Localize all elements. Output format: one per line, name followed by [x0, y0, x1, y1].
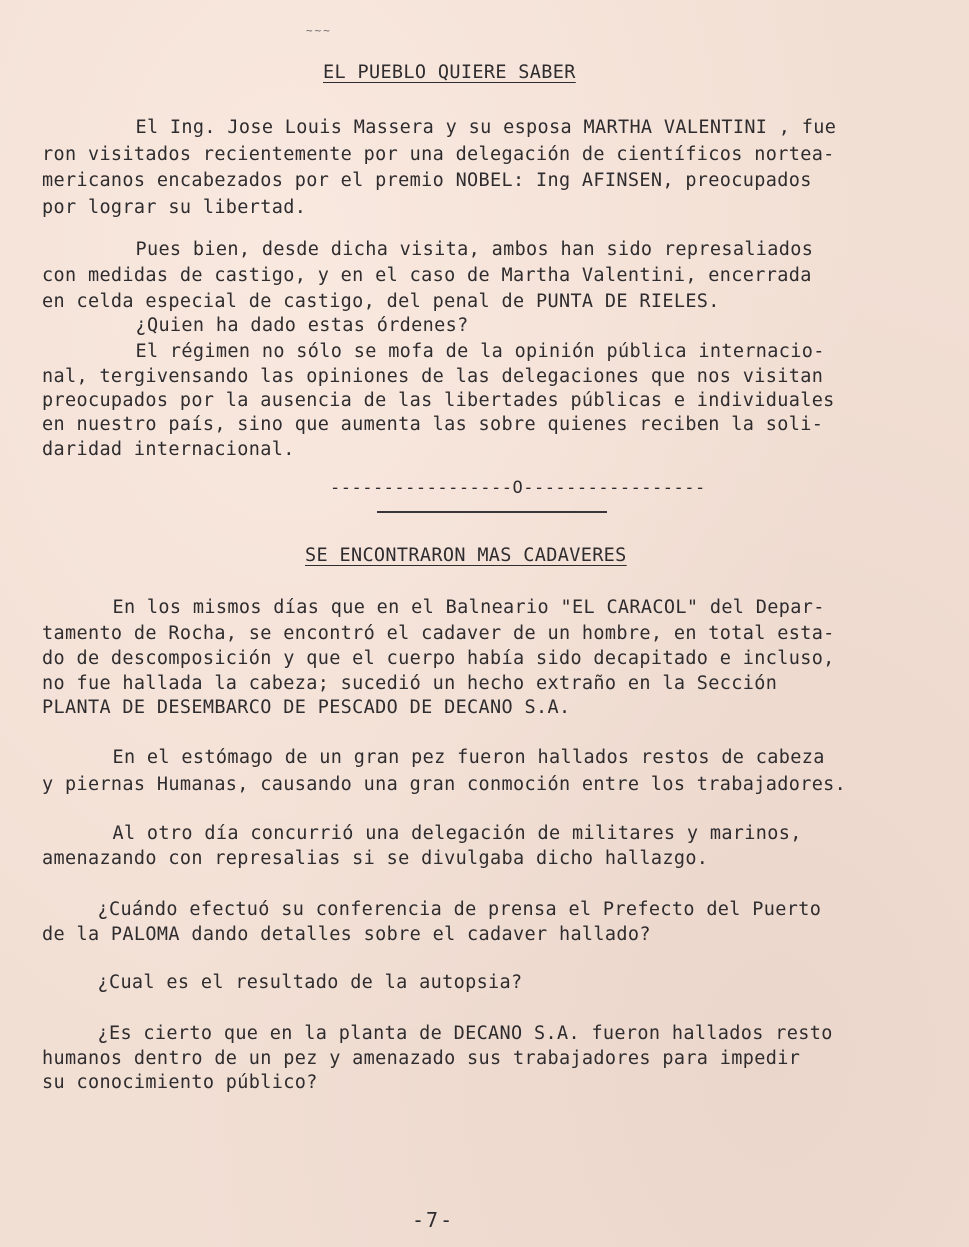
- page-number: -7-: [412, 1208, 455, 1232]
- section1-line-4: por lograr su libertad.: [42, 197, 307, 218]
- top-ink-mark: ~~~: [306, 24, 332, 37]
- section2-line-11: de la PALOMA dando detalles sobre el cadaver hallado?: [42, 924, 651, 945]
- section1-line-2: ron visitados recientemente por una delegación de científicos nortea-: [42, 144, 835, 165]
- section2-line-14: humanos dentro de un pez y amenazado sus trabajadores para impedir: [42, 1048, 801, 1069]
- section1-line-3: mericanos encabezados por el premio NOBEL: Ing AFINSEN, preocupados: [42, 170, 812, 191]
- section2-line-5: PLANTA DE DESEMBARCO DE PESCADO DE DECANO S.A.: [42, 697, 571, 718]
- section2-heading: SE ENCONTRARON MAS CADAVERES: [305, 545, 627, 566]
- section2-line-15: su conocimiento público?: [42, 1072, 318, 1093]
- section1-heading: EL PUEBLO QUIERE SABER: [323, 62, 576, 83]
- section2-line-3: do de descomposición y que el cuerpo había sido decapitado e incluso,: [42, 648, 835, 669]
- section1-line-6: con medidas de castigo, y en el caso de Martha Valentini, encerrada: [42, 265, 812, 286]
- section1-line-9: El régimen no sólo se mofa de la opinión pública internacio-: [101, 341, 825, 362]
- section1-line-11: preocupados por la ausencia de las libertades públicas e individuales: [42, 390, 835, 411]
- section2-line-6: En el estómago de un gran pez fueron hallados restos de cabeza: [78, 747, 825, 768]
- section-divider-underline: [377, 511, 607, 513]
- section2-line-13: ¿Es cierto que en la planta de DECANO S.A. fueron hallados resto: [63, 1023, 833, 1044]
- section1-line-10: nal, tergivensando las opiniones de las delegaciones que nos visitan: [42, 366, 824, 387]
- section2-line-8: Al otro día concurrió una delegación de militares y marinos,: [78, 823, 802, 844]
- section1-line-13: daridad internacional.: [42, 439, 295, 460]
- section2-line-2: tamento de Rocha, se encontró el cadaver de un hombre, en total esta-: [42, 623, 835, 644]
- section2-line-12: ¿Cual es el resultado de la autopsia?: [63, 972, 523, 993]
- section2-line-7: y piernas Humanas, causando una gran conmoción entre los trabajadores.: [42, 774, 847, 795]
- section1-line-5: Pues bien, desde dicha visita, ambos han sido represaliados: [101, 239, 814, 260]
- section2-line-4: no fue hallada la cabeza; sucedió un hecho extraño en la Sección: [42, 673, 778, 694]
- section2-line-9: amenazando con represalias si se divulgaba dicho hallazgo.: [42, 848, 709, 869]
- section-divider: -----------------O-----------------: [330, 478, 706, 498]
- section2-line-10: ¿Cuándo efectuó su conferencia de prensa el Prefecto del Puerto: [63, 899, 822, 920]
- section1-line-12: en nuestro país, sino que aumenta las sobre quienes reciben la soli-: [42, 414, 824, 435]
- section1-line-8: ¿Quien ha dado estas órdenes?: [101, 315, 469, 336]
- section1-line-1: El Ing. Jose Louis Massera y su esposa MARTHA VALENTINI , fue: [101, 117, 837, 138]
- section1-line-7: en celda especial de castigo, del penal de PUNTA DE RIELES.: [42, 291, 720, 312]
- section2-line-1: En los mismos días que en el Balneario "EL CARACOL" del Depar-: [78, 597, 825, 618]
